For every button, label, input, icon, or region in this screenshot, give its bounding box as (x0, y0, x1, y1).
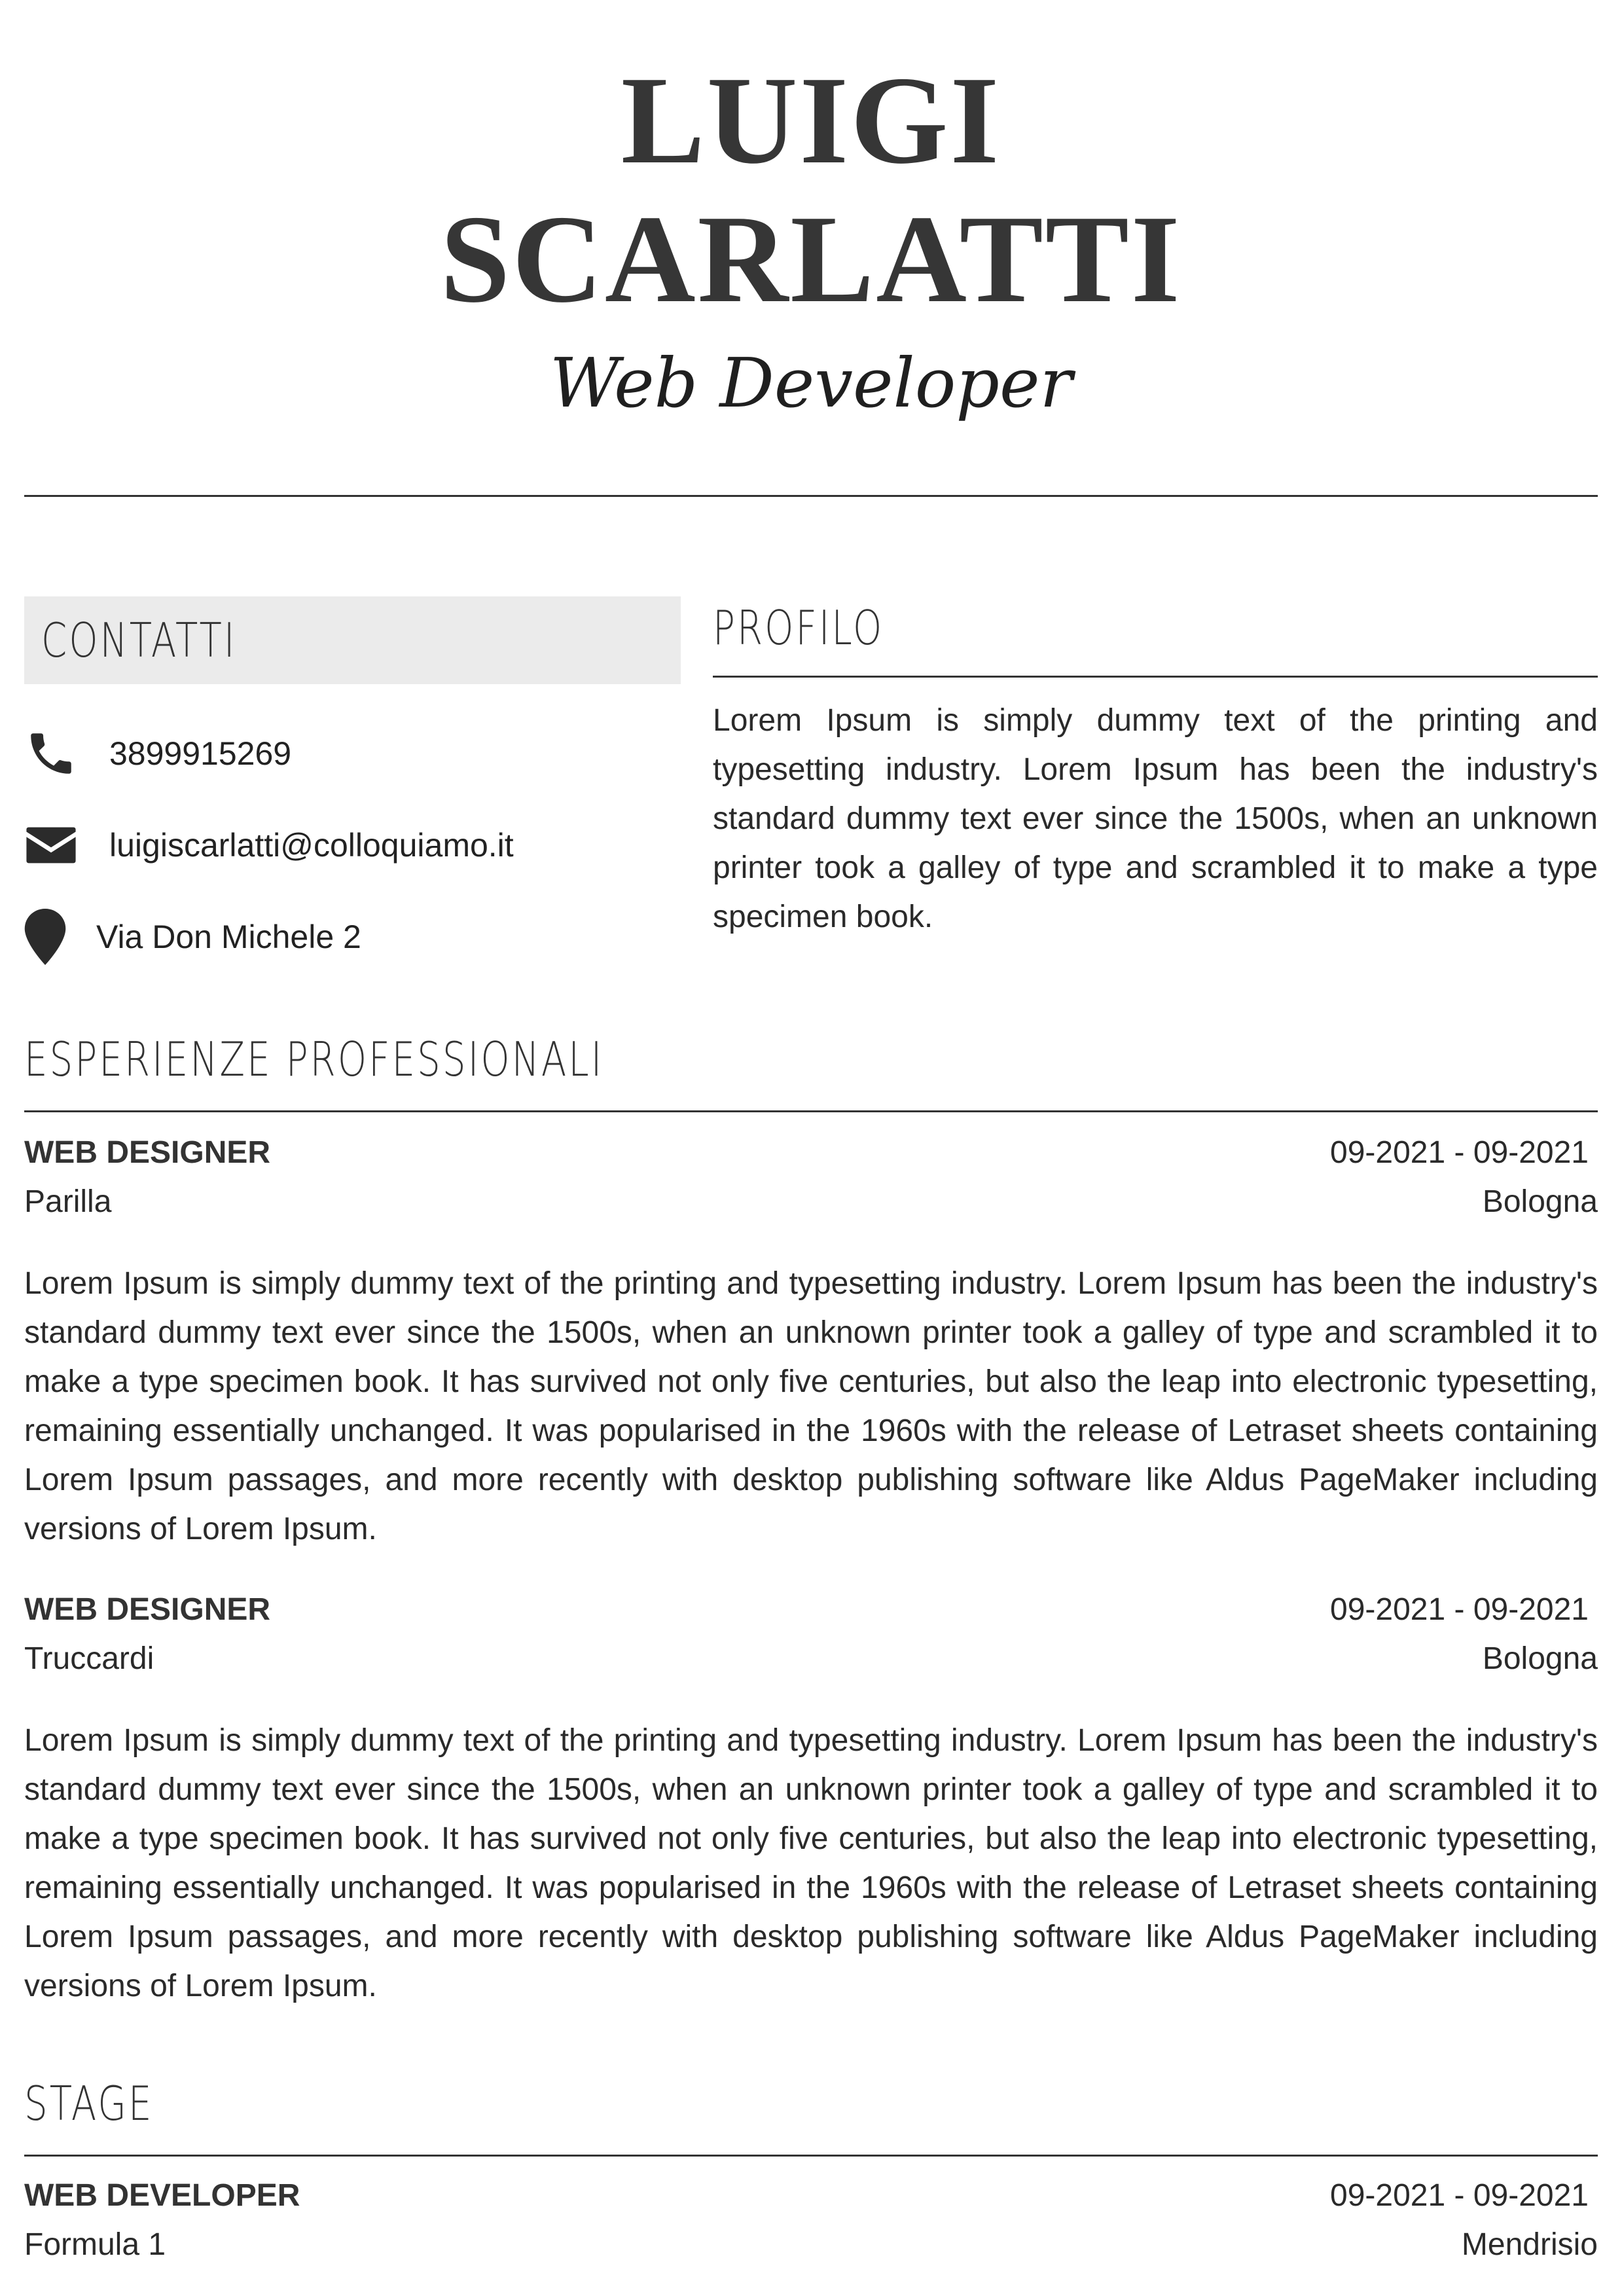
company-name: Parilla (24, 1184, 112, 1219)
experience-title: ESPERIENZE PROFESSIONALI (24, 1032, 604, 1087)
company-name: Truccardi (24, 1641, 154, 1676)
email-address[interactable]: luigiscarlatti@colloquiamo.it (109, 827, 514, 864)
stage-company: Formula 1 (24, 2227, 166, 2262)
stage-section (24, 2072, 1598, 2269)
experience-entry-subheader (24, 1177, 1598, 1226)
job-city: Bologna (1482, 1184, 1598, 1219)
profile-title: PROFILO (713, 600, 884, 655)
last-name: SCARLATTI (440, 189, 1182, 329)
contact-phone (24, 727, 291, 780)
job-dates: 09-2021 - 09-2021 (1330, 1135, 1589, 1170)
experience-section (24, 1028, 1598, 2011)
experience-entry (24, 1128, 1598, 1554)
resume-header (0, 0, 1622, 423)
envelope-icon (24, 822, 78, 868)
contact-address (24, 909, 361, 965)
job-description: Lorem Ipsum is simply dummy text of the printing and typesetting industry. Lorem Ipsum has been the industry's standard dummy text ever since the 1500s, when an unknown printer took a galley of type and scrambled it to make a type specimen book. It has survived not only five centuries, but also the leap into electronic typesetting, remaining essentially unchanged. It was popularised in the 1960s with the release of Letraset sheets containing Lorem Ipsum passages, and more recently with desktop publishing software like Aldus PageMaker including versions of Lorem Ipsum. (24, 1266, 1598, 1546)
job-role: WEB DESIGNER (24, 1592, 271, 1627)
contacts-section (24, 596, 681, 684)
header-divider (24, 495, 1598, 497)
stage-entry (24, 2171, 1598, 2269)
first-name: LUIGI (621, 50, 1001, 190)
experience-entry-header (24, 1128, 1598, 1177)
profile-text: Lorem Ipsum is simply dummy text of the printing and typesetting industry. Lorem Ipsum has been the industry's standard dummy text ever since the 1500s, when an unknown printer took a galley of type and scrambled it to make a type specimen book. (713, 703, 1598, 934)
experience-entry-subheader (24, 1634, 1598, 1683)
contacts-title-bar (24, 596, 681, 684)
contact-email (24, 822, 514, 868)
job-dates: 09-2021 - 09-2021 (1330, 1592, 1589, 1627)
stage-title: STAGE (24, 2076, 154, 2131)
profile-section (713, 596, 1598, 941)
location-pin-icon (24, 909, 66, 965)
profile-divider (713, 676, 1598, 678)
stage-dates: 09-2021 - 09-2021 (1330, 2178, 1589, 2213)
stage-entry-subheader (24, 2220, 1598, 2269)
stage-role: WEB DEVELOPER (24, 2178, 300, 2213)
stage-city: Mendrisio (1461, 2227, 1598, 2262)
job-title: Web Developer (549, 343, 1073, 423)
job-role: WEB DESIGNER (24, 1135, 271, 1170)
experience-entry-header (24, 1585, 1598, 1634)
phone-icon (24, 727, 78, 780)
phone-number[interactable]: 3899915269 (109, 735, 292, 772)
street-address: Via Don Michele 2 (96, 919, 361, 955)
stage-entry-header (24, 2171, 1598, 2220)
stage-divider (24, 2155, 1598, 2157)
contacts-title: CONTATTI (41, 613, 237, 668)
experience-divider (24, 1110, 1598, 1112)
job-description: Lorem Ipsum is simply dummy text of the printing and typesetting industry. Lorem Ipsum has been the industry's standard dummy text ever since the 1500s, when an unknown printer took a galley of type and scrambled it to make a type specimen book. It has survived not only five centuries, but also the leap into electronic typesetting, remaining essentially unchanged. It was popularised in the 1960s with the release of Letraset sheets containing Lorem Ipsum passages, and more recently with desktop publishing software like Aldus PageMaker including versions of Lorem Ipsum. (24, 1723, 1598, 2003)
experience-entry (24, 1585, 1598, 2011)
candidate-name (0, 0, 1622, 329)
job-city: Bologna (1482, 1641, 1598, 1676)
